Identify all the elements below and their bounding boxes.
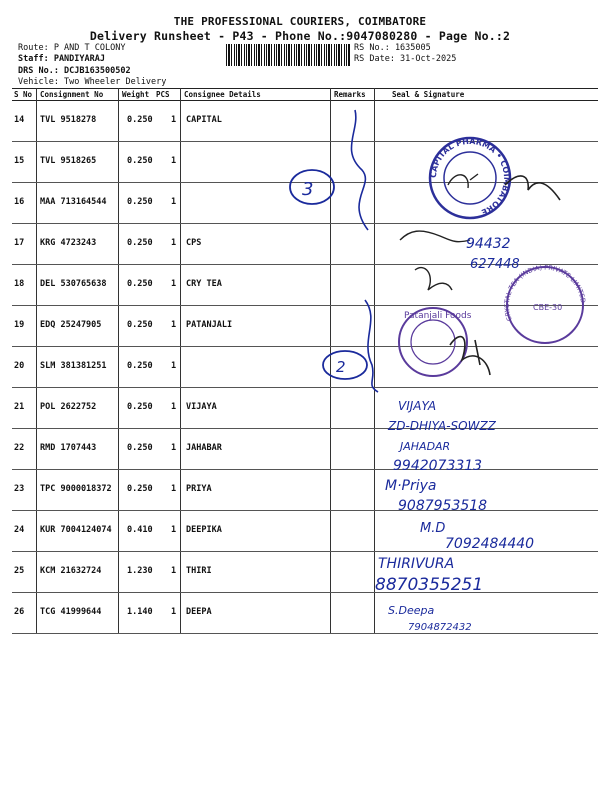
header-sno: S No	[14, 90, 33, 99]
cell-weight: 0.250	[127, 402, 153, 412]
drs-label: DRS No.: DCJB163500502	[18, 66, 131, 76]
cell-consignment: TVL 9518278	[40, 115, 97, 125]
row26-handwriting: S.Deepa	[388, 604, 435, 617]
header-consignee: Consignee Details	[184, 90, 261, 99]
row25-handwriting: THIRIVURA	[378, 556, 455, 572]
row16-mark: 3	[302, 179, 314, 200]
row17-handwriting: 627448	[470, 257, 520, 272]
runsheet-subtitle: Delivery Runsheet - P43 - Phone No.:9047080280 - Page No.:2	[89, 29, 511, 43]
cell-weight: 0.250	[127, 115, 153, 125]
table-row	[12, 100, 598, 142]
cell-pcs: 1	[171, 115, 177, 125]
table-row	[12, 182, 598, 224]
table-row	[12, 264, 598, 306]
cell-consignee: VIJAYA	[186, 402, 217, 412]
cell-pcs: 1	[171, 484, 177, 494]
row20-mark: 2	[336, 358, 346, 376]
cell-weight: 1.140	[127, 607, 153, 617]
row22-phone: 9942073313	[393, 458, 483, 474]
cell-pcs: 1	[171, 279, 177, 289]
cell-consignment: KRG 4723243	[40, 238, 97, 248]
cell-consignee: DEEPIKA	[186, 525, 222, 535]
cell-sno: 21	[14, 402, 25, 412]
cell-consignee: PRIYA	[186, 484, 212, 494]
table-row	[12, 141, 598, 183]
staff-label: Staff: PANDIYARAJ	[18, 54, 105, 64]
cell-pcs: 1	[171, 607, 177, 617]
row22-handwriting: JAHADAR	[400, 440, 451, 453]
cell-consignment: SLM 381381251	[40, 361, 107, 371]
cell-consignment: KCM 21632724	[40, 566, 102, 576]
table-row	[12, 592, 598, 634]
cell-sno: 24	[14, 525, 25, 535]
company-title: THE PROFESSIONAL COURIERS, COIMBATORE	[173, 15, 427, 28]
row24-phone: 7092484440	[445, 536, 535, 552]
header-consignment: Consignment No	[40, 90, 104, 99]
cell-pcs: 1	[171, 361, 177, 371]
cell-consignment: POL 2622752	[40, 402, 97, 412]
table-row	[12, 551, 598, 593]
row23-handwriting: M·Priya	[385, 478, 437, 494]
row17-handwriting: 94432	[466, 236, 511, 252]
row21-handwriting: VIJAYA	[398, 399, 437, 413]
cell-sno: 23	[14, 484, 25, 494]
cell-consignment: MAA 713164544	[40, 197, 107, 207]
cell-consignment: TVL 9518265	[40, 156, 97, 166]
cell-weight: 0.250	[127, 238, 153, 248]
cell-sno: 25	[14, 566, 25, 576]
cell-pcs: 1	[171, 402, 177, 412]
cell-weight: 0.250	[127, 361, 153, 371]
vehicle-label: Vehicle: Two Wheeler Delivery	[18, 77, 167, 87]
crystal-stamp-text: CRYSTAL TEA (INDIA) PRIVATE LIMITED	[502, 263, 587, 323]
cell-consignment: TPC 9000018372	[40, 484, 112, 494]
cell-sno: 18	[14, 279, 25, 289]
table-row	[12, 510, 598, 552]
cell-consignee: PATANJALI	[186, 320, 233, 330]
cell-weight: 0.250	[127, 484, 153, 494]
cell-weight: 0.250	[127, 320, 153, 330]
route-label: Route: P AND T COLONY	[18, 43, 126, 53]
table-row	[12, 346, 598, 388]
cell-pcs: 1	[171, 566, 177, 576]
patanjali-stamp-text: Patanjali Foods	[404, 311, 472, 321]
cell-consignee: JAHABAR	[186, 443, 222, 453]
table-top-rule	[12, 88, 598, 89]
cell-consignee: CPS	[186, 238, 202, 248]
rs-date: RS Date: 31-Oct-2025	[354, 54, 457, 64]
cell-sno: 22	[14, 443, 25, 453]
cell-weight: 1.230	[127, 566, 153, 576]
table-row	[12, 223, 598, 265]
cell-consignee: CAPITAL	[186, 115, 222, 125]
cell-sno: 17	[14, 238, 25, 248]
cell-consignee: DEEPA	[186, 607, 212, 617]
capital-stamp-text: CAPITAL PHARMA • COIMBATORE	[428, 136, 512, 217]
cell-sno: 19	[14, 320, 25, 330]
cell-consignment: DEL 530765638	[40, 279, 107, 289]
row22-handwriting: ZD-DHIYA-SOWZZ	[388, 419, 496, 433]
cell-pcs: 1	[171, 156, 177, 166]
cell-sno: 15	[14, 156, 25, 166]
header-remarks: Remarks	[334, 90, 366, 99]
cell-pcs: 1	[171, 197, 177, 207]
cell-pcs: 1	[171, 238, 177, 248]
row25-phone: 8870355251	[375, 575, 484, 595]
cell-pcs: 1	[171, 443, 177, 453]
header-weight: Weight	[122, 90, 150, 99]
cell-sno: 20	[14, 361, 25, 371]
table-row	[12, 305, 598, 347]
table-row	[12, 387, 598, 429]
cell-consignment: RMD 1707443	[40, 443, 97, 453]
rs-number: RS No.: 1635005	[354, 43, 431, 53]
crystal-stamp-code: CBE-30	[533, 303, 563, 312]
cell-weight: 0.250	[127, 279, 153, 289]
cell-consignment: TCG 41999644	[40, 607, 102, 617]
cell-consignment: KUR 7004124074	[40, 525, 112, 535]
cell-weight: 0.410	[127, 525, 153, 535]
cell-sno: 26	[14, 607, 25, 617]
barcode	[226, 44, 350, 66]
cell-pcs: 1	[171, 525, 177, 535]
header-pcs: PCS	[156, 90, 170, 99]
row26-phone: 7904872432	[408, 622, 472, 633]
cell-sno: 14	[14, 115, 25, 125]
cell-weight: 0.250	[127, 197, 153, 207]
cell-weight: 0.250	[127, 156, 153, 166]
cell-pcs: 1	[171, 320, 177, 330]
cell-sno: 16	[14, 197, 25, 207]
table-row	[12, 469, 598, 511]
header-seal: Seal & Signature	[392, 90, 465, 99]
cell-weight: 0.250	[127, 443, 153, 453]
cell-consignment: EDQ 25247905	[40, 320, 102, 330]
table-row	[12, 428, 598, 470]
row24-handwriting: M.D	[420, 521, 446, 536]
row23-phone: 9087953518	[398, 498, 488, 514]
cell-consignee: THIRI	[186, 566, 212, 576]
cell-consignee: CRY TEA	[186, 279, 222, 289]
